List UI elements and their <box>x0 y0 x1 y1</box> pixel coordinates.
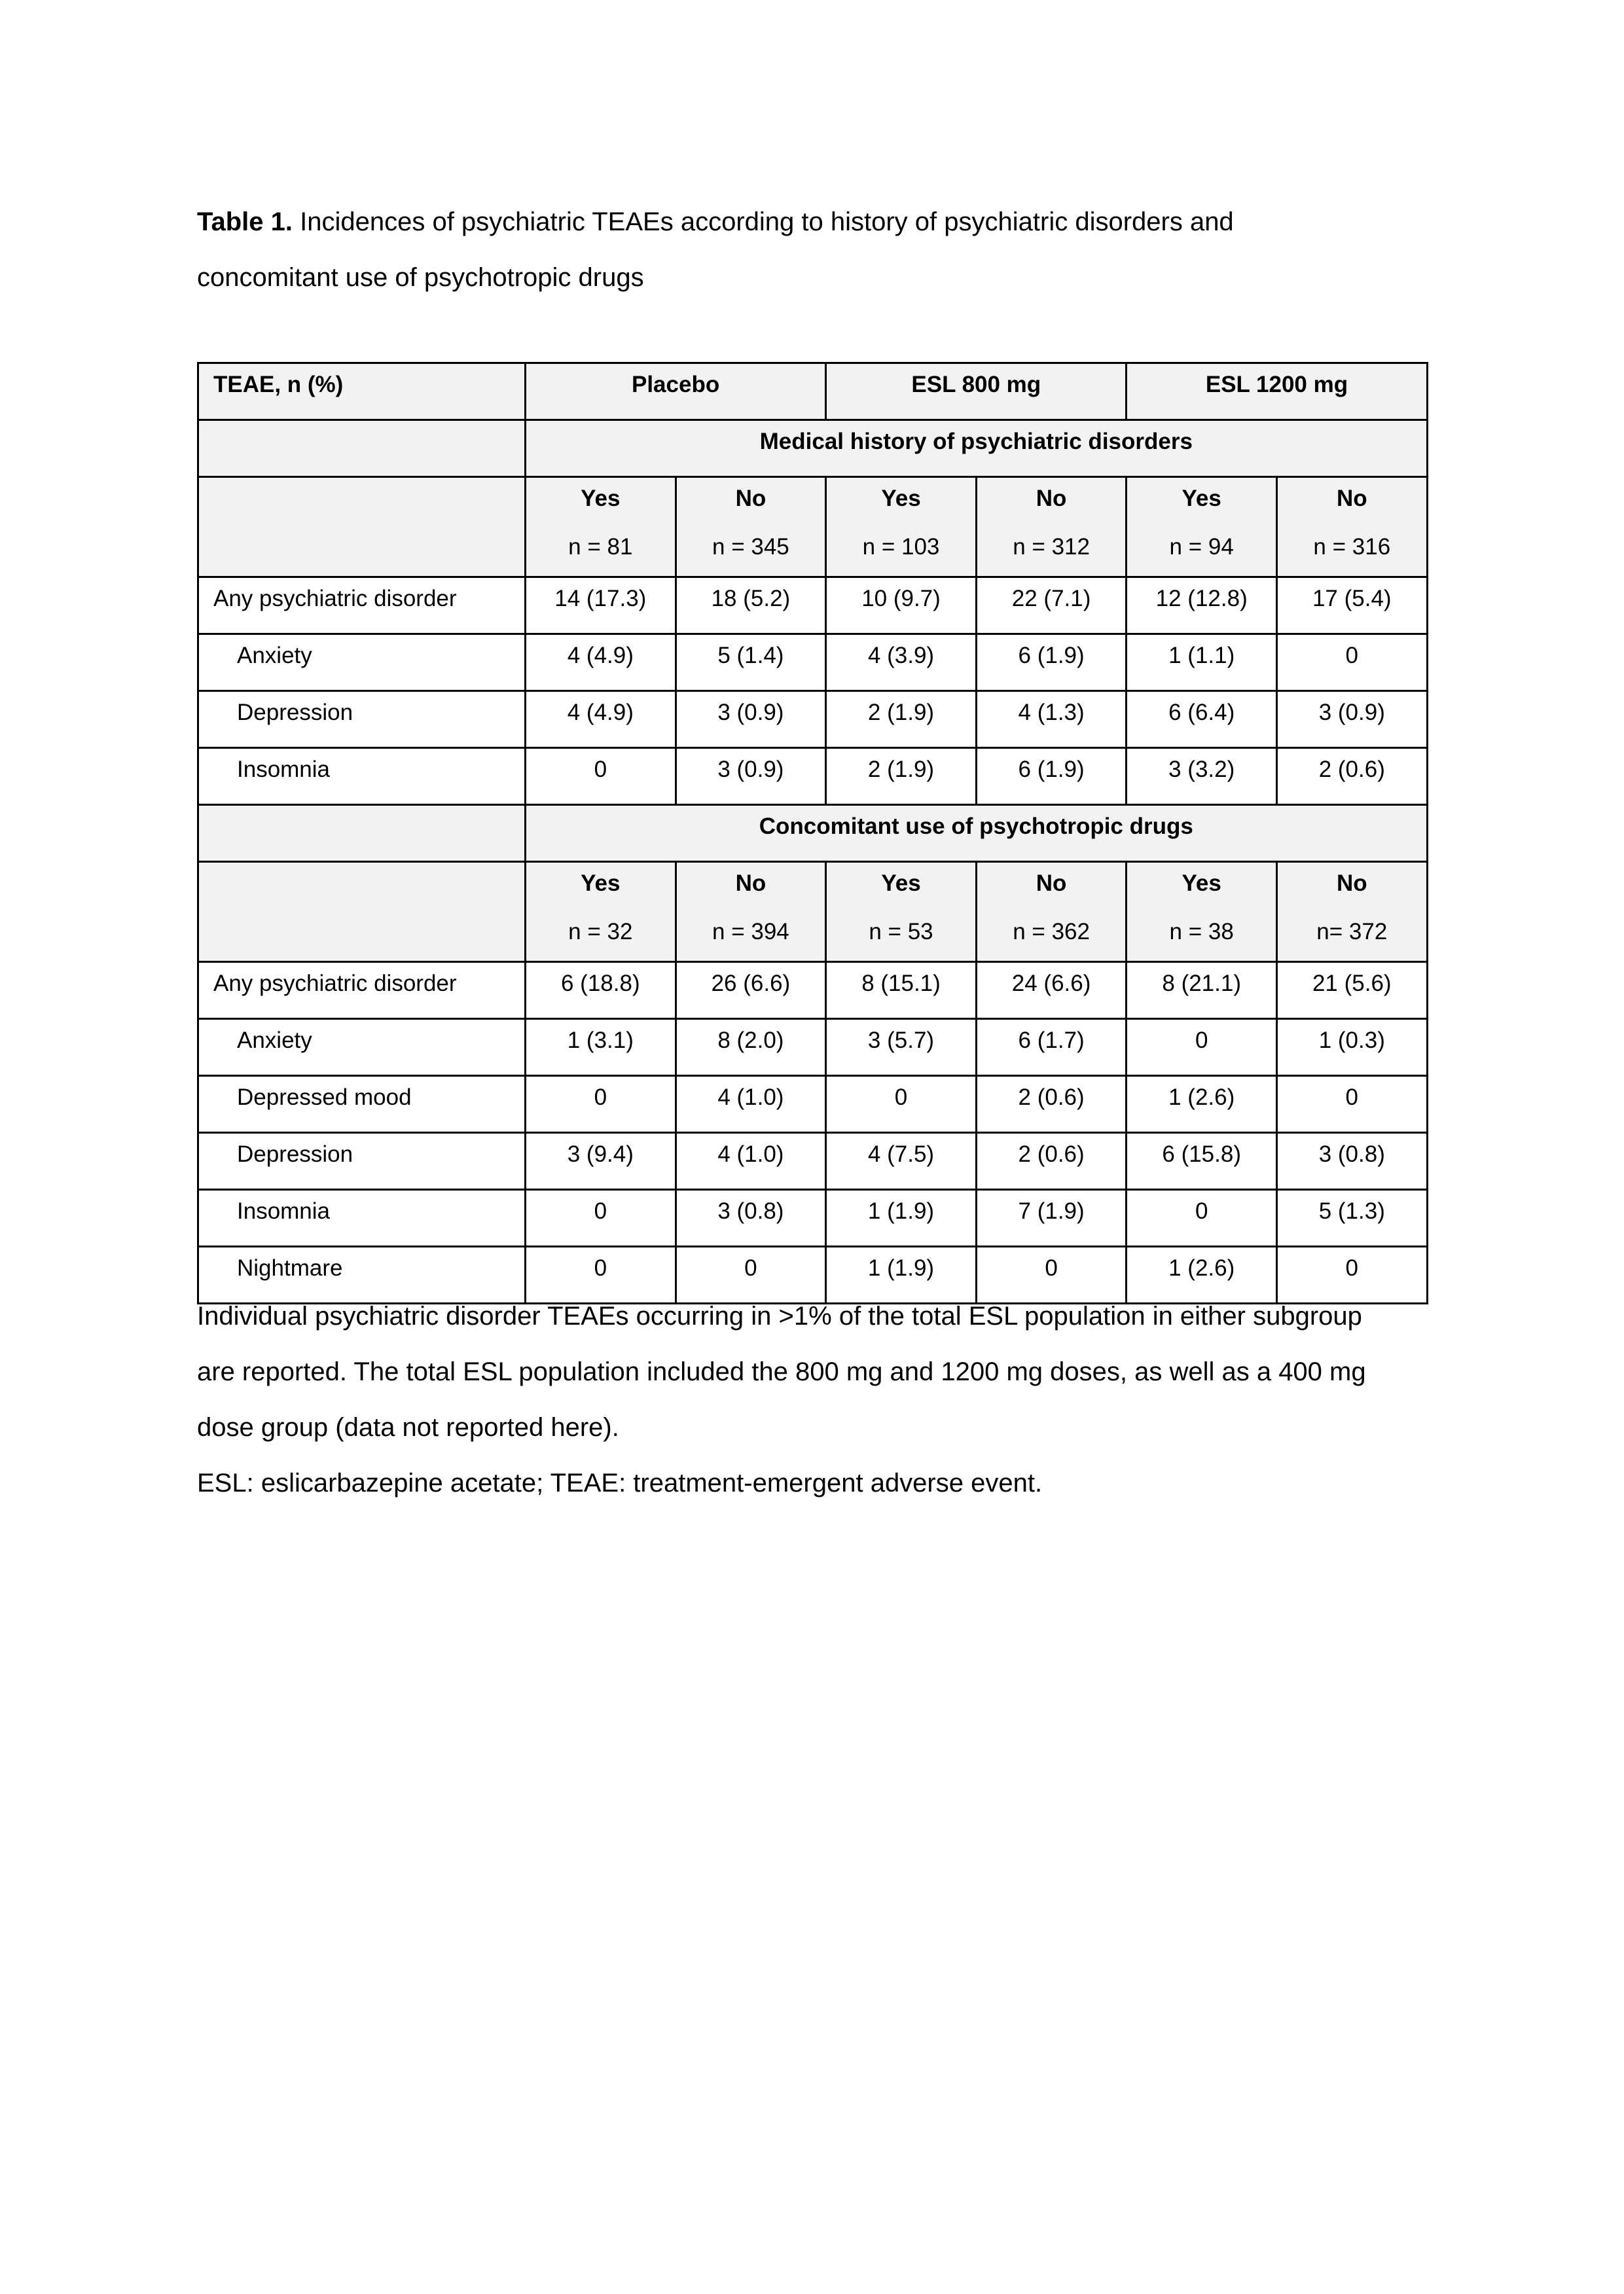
table-caption <box>197 194 1441 306</box>
table-cell: 1 (3.1) <box>526 1019 676 1076</box>
table-cell: 0 <box>1127 1019 1277 1076</box>
table-cell: 22 (7.1) <box>976 577 1127 634</box>
table-row <box>198 748 1428 805</box>
table-cell: 6 (1.9) <box>976 748 1127 805</box>
table-cell: 0 <box>976 1247 1127 1304</box>
caption-text-1: Incidences of psychiatric TEAEs according to history of psychiatric disorders and <box>292 207 1234 236</box>
table-cell: 2 (1.9) <box>826 691 977 748</box>
section-header-row <box>198 805 1428 862</box>
table-row <box>198 1076 1428 1133</box>
subgroup-n: n = 81 <box>568 534 633 560</box>
table-cell: 1 (2.6) <box>1127 1247 1277 1304</box>
subgroup-header <box>676 862 826 962</box>
row-label: Insomnia <box>198 1190 526 1247</box>
subgroup-label: No <box>735 870 767 896</box>
table-cell: 1 (2.6) <box>1127 1076 1277 1133</box>
table-cell: 17 (5.4) <box>1276 577 1427 634</box>
row-label: Any psychiatric disorder <box>198 577 526 634</box>
table-cell: 0 <box>826 1076 977 1133</box>
subgroup-label: No <box>1036 870 1067 896</box>
subgroup-n: n = 312 <box>1013 534 1090 560</box>
table-cell: 1 (1.9) <box>826 1190 977 1247</box>
table-cell: 2 (1.9) <box>826 748 977 805</box>
table-cell: 4 (4.9) <box>526 634 676 691</box>
section-title: Medical history of psychiatric disorders <box>526 420 1428 477</box>
subgroup-n: n= 372 <box>1316 919 1388 944</box>
data-table <box>197 362 1428 1304</box>
table-cell: 8 (2.0) <box>676 1019 826 1076</box>
table-cell: 12 (12.8) <box>1127 577 1277 634</box>
subgroup-header <box>1127 862 1277 962</box>
section-header-row <box>198 420 1428 477</box>
row-label: Anxiety <box>198 634 526 691</box>
table-footnotes <box>197 1289 1441 1511</box>
subgroup-header <box>976 477 1127 577</box>
table-cell: 2 (0.6) <box>976 1133 1127 1190</box>
table-cell: 4 (1.3) <box>976 691 1127 748</box>
subgroup-n: n = 94 <box>1169 534 1234 560</box>
table-cell: 5 (1.4) <box>676 634 826 691</box>
table-row <box>198 1190 1428 1247</box>
subgroup-header <box>1276 862 1427 962</box>
caption-line-2: concomitant use of psychotropic drugs <box>197 263 644 292</box>
table-cell: 4 (3.9) <box>826 634 977 691</box>
table-cell: 6 (6.4) <box>1127 691 1277 748</box>
section-title: Concomitant use of psychotropic drugs <box>526 805 1428 862</box>
table-row <box>198 691 1428 748</box>
table-cell: 6 (1.9) <box>976 634 1127 691</box>
table-cell: 0 <box>526 1076 676 1133</box>
subgroup-label: Yes <box>881 870 921 896</box>
table-cell: 24 (6.6) <box>976 962 1127 1019</box>
subgroup-header <box>526 862 676 962</box>
table-cell: 3 (3.2) <box>1127 748 1277 805</box>
table-cell: 3 (0.9) <box>1276 691 1427 748</box>
subgroup-n: n = 103 <box>862 534 940 560</box>
table-cell: 0 <box>526 748 676 805</box>
group-header-row <box>198 363 1428 420</box>
subgroup-header <box>1127 477 1277 577</box>
table-cell: 18 (5.2) <box>676 577 826 634</box>
subgroup-label: Yes <box>581 486 621 511</box>
row-label: Any psychiatric disorder <box>198 962 526 1019</box>
subgroup-header <box>526 477 676 577</box>
table-cell: 2 (0.6) <box>1276 748 1427 805</box>
footnote-abbreviations: ESL: eslicarbazepine acetate; TEAE: treatment-emergent adverse event. <box>197 1469 1043 1497</box>
table-cell: 6 (18.8) <box>526 962 676 1019</box>
row-label: Depression <box>198 1133 526 1190</box>
table-row <box>198 577 1428 634</box>
table-cell: 3 (0.9) <box>676 748 826 805</box>
table-cell: 1 (1.1) <box>1127 634 1277 691</box>
subgroup-n: n = 362 <box>1013 919 1090 944</box>
caption-label: Table 1. <box>197 207 293 236</box>
subgroup-n: n = 345 <box>712 534 789 560</box>
row-label: Anxiety <box>198 1019 526 1076</box>
subgroup-header <box>1276 477 1427 577</box>
table-cell: 14 (17.3) <box>526 577 676 634</box>
table-cell: 0 <box>526 1247 676 1304</box>
table-cell: 0 <box>1276 1247 1427 1304</box>
subgroup-n: n = 32 <box>568 919 633 944</box>
table-cell: 26 (6.6) <box>676 962 826 1019</box>
table-row <box>198 962 1428 1019</box>
subgroup-n: n = 316 <box>1313 534 1391 560</box>
table-cell: 7 (1.9) <box>976 1190 1127 1247</box>
table-cell: 4 (7.5) <box>826 1133 977 1190</box>
subgroup-label: Yes <box>881 486 921 511</box>
table-cell: 3 (0.8) <box>1276 1133 1427 1190</box>
row-label: Depression <box>198 691 526 748</box>
group-header-esl-800: ESL 800 mg <box>826 363 1127 420</box>
subgroup-label: No <box>735 486 767 511</box>
table-cell: 5 (1.3) <box>1276 1190 1427 1247</box>
footnote-line-1: Individual psychiatric disorder TEAEs occurring in >1% of the total ESL population in either subgroup <box>197 1302 1362 1331</box>
table-cell: 4 (1.0) <box>676 1133 826 1190</box>
subgroup-n: n = 53 <box>869 919 933 944</box>
footnote-line-3: dose group (data not reported here). <box>197 1413 619 1442</box>
table-cell: 8 (21.1) <box>1127 962 1277 1019</box>
subgroup-n: n = 394 <box>712 919 789 944</box>
table-cell: 3 (5.7) <box>826 1019 977 1076</box>
subgroup-header-blank <box>198 477 526 577</box>
section-header-blank <box>198 805 526 862</box>
table-cell: 3 (0.8) <box>676 1190 826 1247</box>
subgroup-label: Yes <box>581 870 621 896</box>
table-cell: 0 <box>676 1247 826 1304</box>
table-cell: 6 (1.7) <box>976 1019 1127 1076</box>
table-row <box>198 1019 1428 1076</box>
subgroup-label: Yes <box>1182 486 1221 511</box>
subgroup-label: No <box>1336 486 1367 511</box>
table-cell: 0 <box>1127 1190 1277 1247</box>
table-cell: 10 (9.7) <box>826 577 977 634</box>
subgroup-header <box>976 862 1127 962</box>
table-row <box>198 1133 1428 1190</box>
caption-line-1 <box>197 194 1441 250</box>
subgroup-header-row <box>198 477 1428 577</box>
table-row <box>198 634 1428 691</box>
subgroup-header-row <box>198 862 1428 962</box>
subgroup-label: No <box>1036 486 1067 511</box>
table-cell: 6 (15.8) <box>1127 1133 1277 1190</box>
group-header-placebo: Placebo <box>526 363 826 420</box>
table-cell: 3 (9.4) <box>526 1133 676 1190</box>
table-cell: 8 (15.1) <box>826 962 977 1019</box>
section-header-blank <box>198 420 526 477</box>
table-cell: 4 (1.0) <box>676 1076 826 1133</box>
subgroup-label: Yes <box>1182 870 1221 896</box>
table-cell: 0 <box>526 1190 676 1247</box>
group-header-esl-1200: ESL 1200 mg <box>1127 363 1427 420</box>
subgroup-label: No <box>1336 870 1367 896</box>
row-label: Depressed mood <box>198 1076 526 1133</box>
corner-header: TEAE, n (%) <box>198 363 526 420</box>
table-cell: 0 <box>1276 1076 1427 1133</box>
table-cell: 4 (4.9) <box>526 691 676 748</box>
footnote-line-2: are reported. The total ESL population included the 800 mg and 1200 mg doses, as well as a 400 mg <box>197 1357 1366 1386</box>
table-cell: 21 (5.6) <box>1276 962 1427 1019</box>
table-cell: 1 (1.9) <box>826 1247 977 1304</box>
subgroup-n: n = 38 <box>1169 919 1234 944</box>
subgroup-header-blank <box>198 862 526 962</box>
table-cell: 0 <box>1276 634 1427 691</box>
subgroup-header <box>826 862 977 962</box>
row-label: Nightmare <box>198 1247 526 1304</box>
subgroup-header <box>676 477 826 577</box>
table-cell: 1 (0.3) <box>1276 1019 1427 1076</box>
row-label: Insomnia <box>198 748 526 805</box>
table-cell: 3 (0.9) <box>676 691 826 748</box>
subgroup-header <box>826 477 977 577</box>
table-cell: 2 (0.6) <box>976 1076 1127 1133</box>
